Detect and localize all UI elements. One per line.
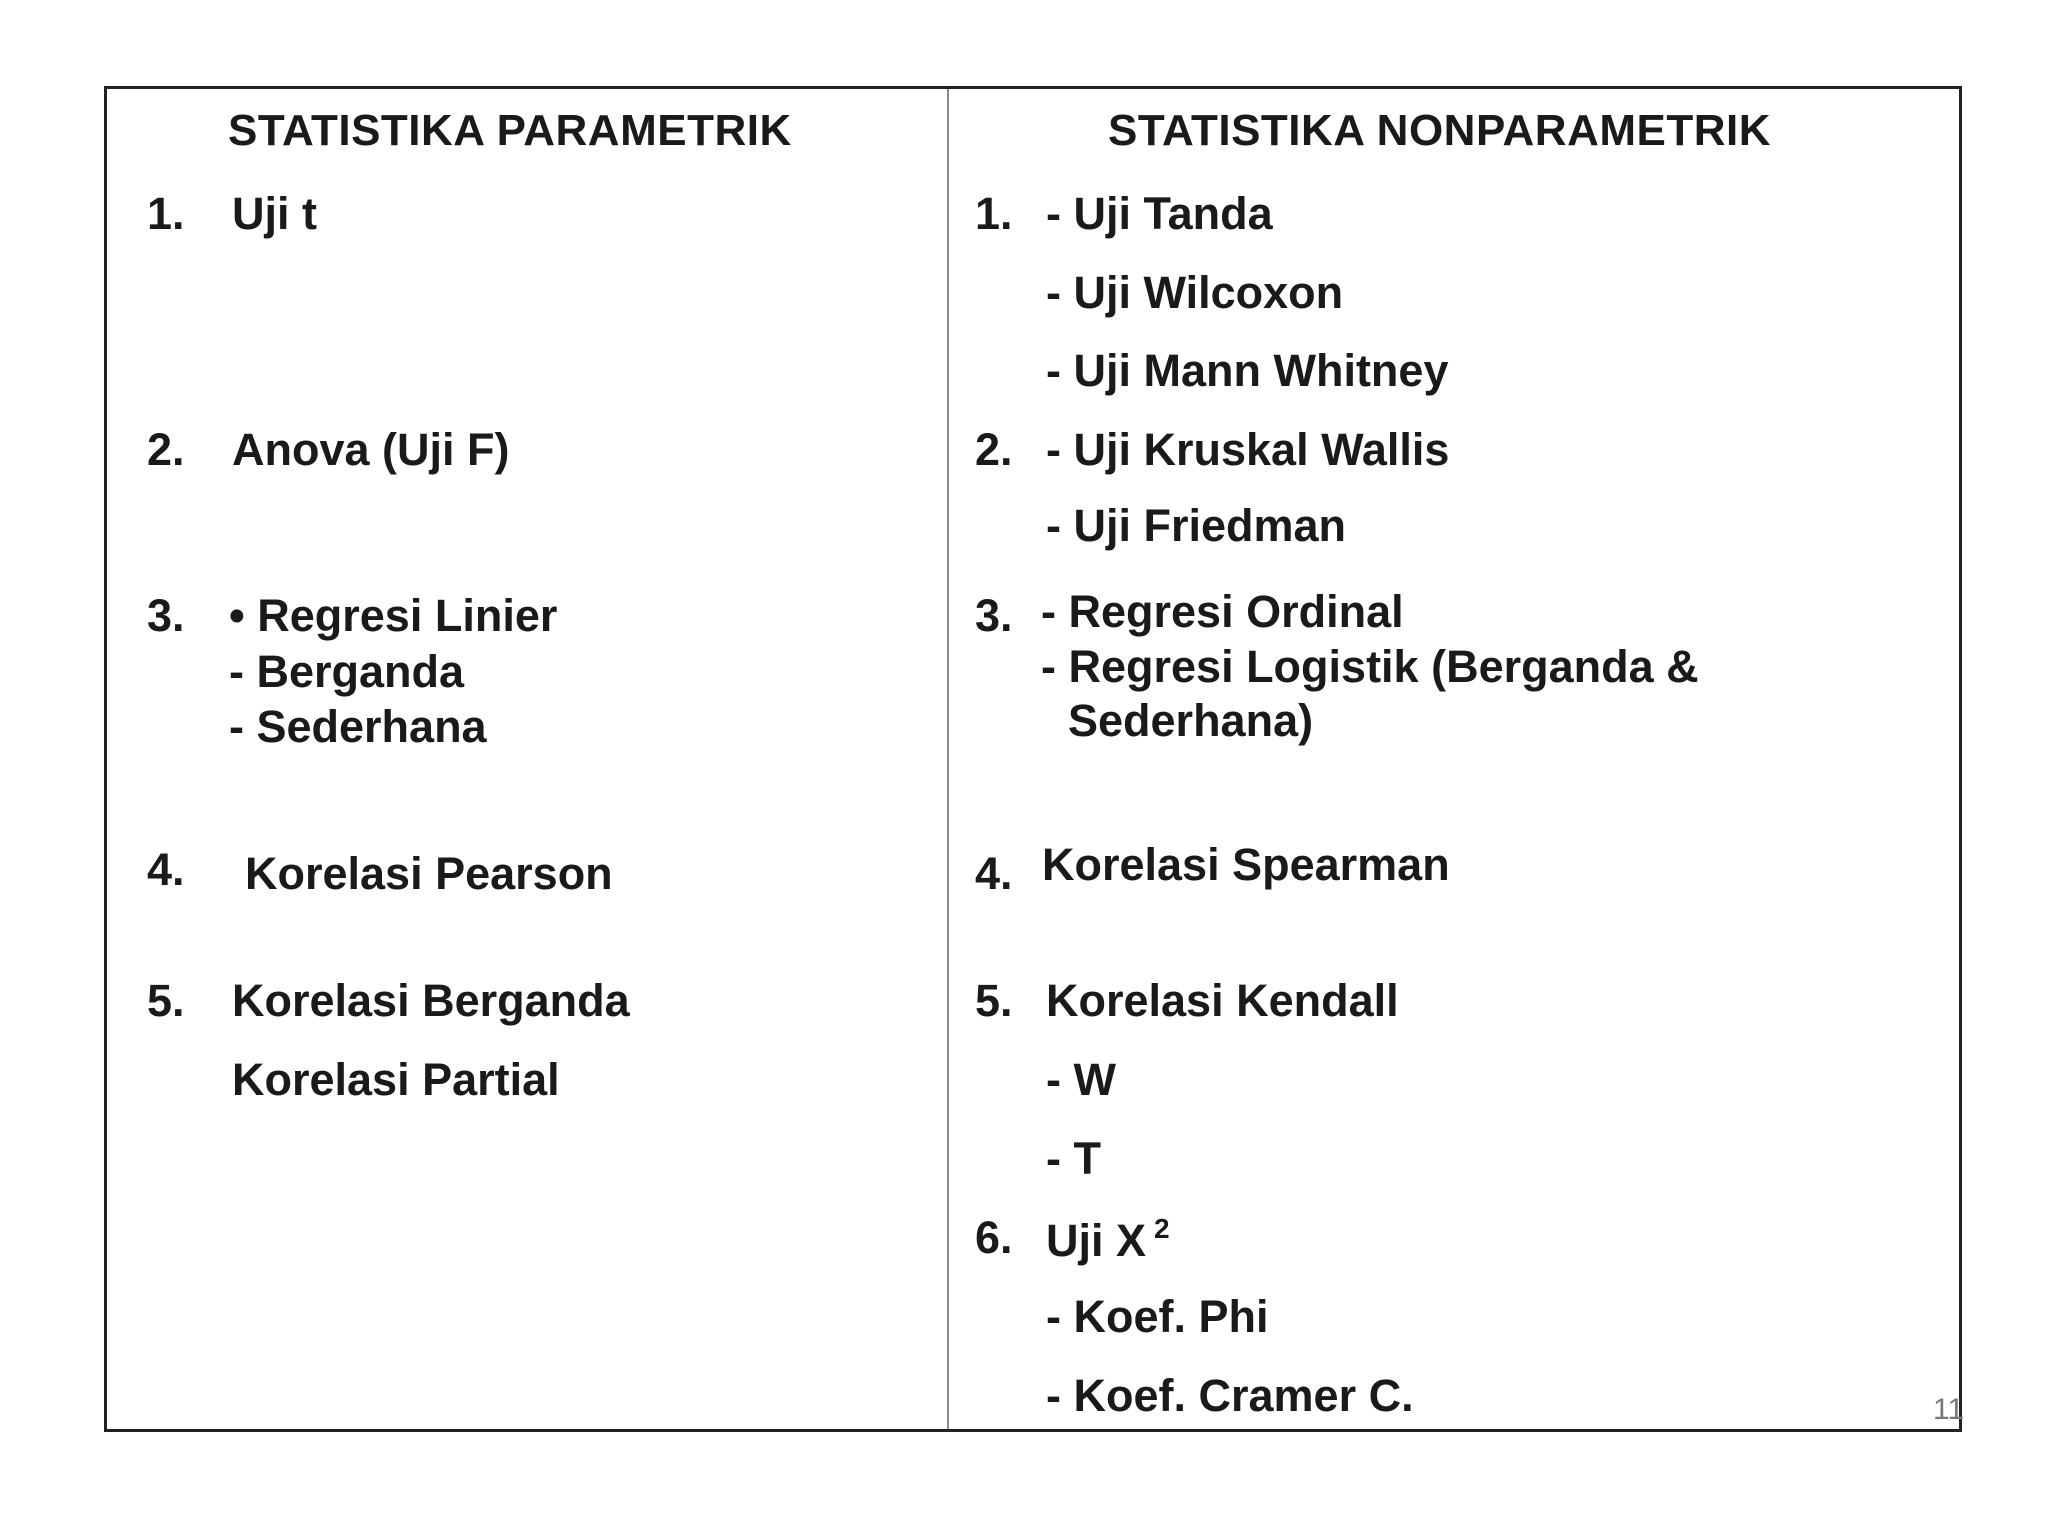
- right-item-2-line-1: - Uji Kruskal Wallis: [1046, 424, 1450, 475]
- left-item-5-line-2: Korelasi Partial: [232, 1054, 560, 1105]
- right-item-1-line-1: - Uji Tanda: [1046, 188, 1273, 239]
- right-item-2-line-2: - Uji Friedman: [1046, 500, 1347, 551]
- right-item-1-line-3: - Uji Mann Whitney: [1046, 345, 1449, 396]
- left-item-4-text: Korelasi Pearson: [245, 848, 613, 899]
- left-item-2-number: 2.: [147, 424, 185, 475]
- left-item-3-line-1: • Regresi Linier: [229, 590, 558, 641]
- right-item-6-label: Uji X: [1046, 1215, 1147, 1266]
- right-item-5-line-2: - W: [1046, 1054, 1116, 1105]
- right-item-5-number: 5.: [975, 975, 1013, 1026]
- right-item-5-line-3: - T: [1046, 1133, 1101, 1184]
- left-item-4-number: 4.: [147, 844, 185, 895]
- column-divider: [947, 89, 949, 1429]
- right-item-3-number: 3.: [975, 590, 1013, 641]
- left-item-2-text: Anova (Uji F): [232, 424, 510, 475]
- comparison-table: [104, 86, 1965, 1432]
- right-item-3-line-3: Sederhana): [1068, 695, 1314, 746]
- left-item-3-line-2: - Berganda: [229, 646, 465, 697]
- right-item-4-number: 4.: [975, 848, 1013, 899]
- left-item-3-number: 3.: [147, 590, 185, 641]
- left-item-1-text: Uji t: [232, 188, 317, 239]
- right-item-6-line-1: - Koef. Phi: [1046, 1291, 1269, 1342]
- right-item-6-line-2: - Koef. Cramer C.: [1046, 1370, 1414, 1421]
- left-item-1-number: 1.: [147, 188, 185, 239]
- left-column-header: STATISTIKA PARAMETRIK: [228, 106, 792, 155]
- right-item-3-line-2: - Regresi Logistik (Berganda &: [1041, 641, 1699, 692]
- right-item-6-number: 6.: [975, 1212, 1013, 1263]
- left-item-5-line-1: Korelasi Berganda: [232, 975, 630, 1026]
- page-number: 11: [1933, 1393, 1965, 1426]
- left-item-3-line-3: - Sederhana: [229, 701, 487, 752]
- right-column-header: STATISTIKA NONPARAMETRIK: [1108, 106, 1771, 155]
- superscript-exponent: 2: [1154, 1213, 1170, 1244]
- right-item-1-number: 1.: [975, 188, 1013, 239]
- right-item-3-line-1: - Regresi Ordinal: [1041, 586, 1404, 637]
- right-item-2-number: 2.: [975, 424, 1013, 475]
- right-item-4-text: Korelasi Spearman: [1042, 839, 1450, 890]
- right-item-6-text: [1046, 1213, 1170, 1266]
- right-item-1-line-2: - Uji Wilcoxon: [1046, 267, 1344, 318]
- left-item-5-number: 5.: [147, 975, 185, 1026]
- right-item-5-line-1: Korelasi Kendall: [1046, 975, 1399, 1026]
